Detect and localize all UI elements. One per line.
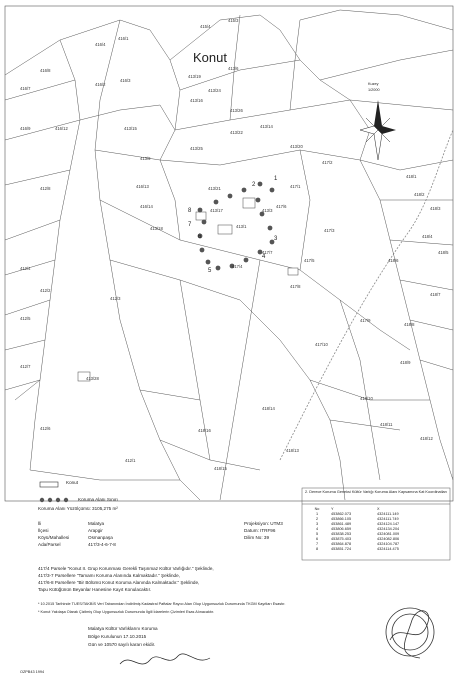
- parcel-label: 418/1: [406, 174, 417, 179]
- coords-cell: 453864.878: [331, 541, 352, 546]
- note-line-3: 417/6-8 Parsellere "Bir Bölümü Konut Koruma Alanında Kalmaktadır." Şeklinde,: [38, 580, 200, 585]
- parcel-label: 416/14: [140, 204, 153, 209]
- parcel-label: 412/6: [40, 426, 51, 431]
- parcel-label: 418/16: [198, 428, 211, 433]
- parcel-label: 412/2: [40, 288, 51, 293]
- parcel-label: 418/13: [286, 448, 299, 453]
- parcel-label: 413/26: [230, 108, 243, 113]
- footnote-2: * Konut Yakılaşa Olarak Çizilmiş Olup Uygunsuzluk Durumunda İlgili İdarelerin Çizimleri Esas Alınacaktır.: [38, 610, 215, 614]
- legend-konut-label: Konut: [66, 480, 79, 485]
- parcel-label: 416/4: [95, 42, 106, 47]
- coords-cell: 4324111.149: [377, 511, 399, 516]
- stamp-line-3: Gün ve 10570 sayılı kararı ekidir.: [88, 642, 156, 647]
- coords-cell: 8: [315, 546, 319, 551]
- parcel-label: 417/3: [324, 228, 335, 233]
- info-ada-val: 417/3-4-6-7-8: [88, 542, 116, 547]
- parcel-label: 416/13: [136, 184, 149, 189]
- boundary-point-label: 2: [252, 182, 256, 188]
- parcel-label: 416/8: [40, 68, 51, 73]
- coords-cell: 453851.724: [331, 546, 352, 551]
- coords-title: 2. Derece Koruma Geneksi Kültür Varlığı Koruma Alanı Kapsamına Kat Koordinatları: [305, 490, 447, 494]
- parcel-label: 413/22: [230, 130, 243, 135]
- boundary-point-label: 7: [188, 222, 192, 228]
- parcel-label: 418/10: [360, 396, 373, 401]
- coords-cell: 453806.659: [331, 526, 352, 531]
- parcel-label: 418/8: [404, 322, 415, 327]
- parcel-label: 418/6: [388, 258, 399, 263]
- boundary-point-label: 1: [274, 176, 278, 182]
- parcel-label: 412/1: [125, 458, 136, 463]
- coords-cell: 453861.489: [331, 521, 352, 526]
- info-il-key: İli: [38, 521, 42, 526]
- boundary-point-label: 4: [262, 254, 266, 260]
- parcel-label: 416/3: [120, 78, 131, 83]
- scale-label: 1/2000: [368, 88, 380, 92]
- info-koy-key: Köyü/Mahallesi: [38, 535, 70, 540]
- coords-cell: 6: [315, 536, 319, 541]
- stamp-line-2: Bölge Kurulunun 17.10.2015: [88, 634, 147, 639]
- parcel-label: 412/5: [20, 316, 31, 321]
- parcel-label: 417/7: [262, 250, 273, 255]
- parcel-label: 412/4: [20, 266, 31, 271]
- parcel-label: 413/24: [208, 88, 221, 93]
- coords-cell: 4324082.806: [377, 536, 400, 541]
- boundary-point-label: 6: [198, 234, 202, 240]
- coords-cell: 3: [315, 521, 319, 526]
- parcel-label: 413/15: [124, 126, 137, 131]
- coords-cell: 4324111.749: [377, 516, 399, 521]
- coords-cell: 4324124.147: [377, 521, 400, 526]
- parcel-label: 413/25: [190, 146, 203, 151]
- parcel-label: 417/8: [290, 284, 301, 289]
- coords-header-y: Y: [331, 506, 334, 511]
- info-il-val: Malatya: [88, 521, 105, 526]
- parcel-label: 417/2: [322, 160, 333, 165]
- parcel-label: 416/9: [20, 126, 31, 131]
- parcel-label: 412/7: [20, 364, 31, 369]
- parcel-label: 416/7: [20, 86, 31, 91]
- projection-line3: Dilim No: 39: [244, 535, 270, 540]
- legend-area-label: Koruma Alanı Yüzölçümü: 3105,275 m²: [38, 506, 118, 511]
- coords-cell: 453875.403: [331, 536, 352, 541]
- parcel-label: 417/9: [360, 318, 371, 323]
- coords-cell: 1: [315, 511, 319, 516]
- parcel-label: 418/9: [400, 360, 411, 365]
- coords-header-x: X: [377, 506, 380, 511]
- parcel-label: 418/15: [214, 466, 227, 471]
- info-koy-val: Osmanpaşa: [88, 535, 113, 540]
- coords-cell: 4324134.204: [377, 526, 400, 531]
- coords-row: [306, 546, 428, 551]
- footnote-1: * 10.2015 Tarihinde TUES/TAKBİS Veri Tabanından İndirilmiş Kadastral Paftalar Rayıcı Alan Olup Uygunsuzluk Durumunda TKGM Kayıtları Esastır.: [38, 602, 286, 606]
- legend-koruma-label: Koruma Alanı Sınırı: [78, 497, 118, 502]
- parcel-label: 413/19: [188, 74, 201, 79]
- signature: [120, 654, 210, 664]
- parcel-label: 413/18: [150, 226, 163, 231]
- parcel-label: 416/2: [95, 82, 106, 87]
- coords-cell: 453866.105: [331, 516, 352, 521]
- coords-cell: 453862.073: [331, 511, 352, 516]
- coords-cell: 4324104.787: [377, 541, 400, 546]
- coords-cell: 453838.253: [331, 531, 352, 536]
- parcel-label: 413/17: [210, 208, 223, 213]
- parcel-label: 412/3: [110, 296, 121, 301]
- map-title: Konut: [193, 50, 227, 65]
- parcel-label: 417/10: [315, 342, 328, 347]
- north-label: Kuzey: [368, 82, 379, 86]
- parcel-label: 415/4: [200, 24, 211, 29]
- coords-cell: 5: [315, 531, 319, 536]
- parcel-label: 418/4: [422, 234, 433, 239]
- parcel-label: 417/5: [304, 258, 315, 263]
- coords-table: [306, 506, 428, 551]
- legend-konut-swatch: [40, 482, 58, 487]
- parcel-label: 413/14: [260, 124, 273, 129]
- parcel-label: 413/21: [208, 186, 221, 191]
- coords-cell: 7: [315, 541, 319, 546]
- parcel-label: 418/7: [430, 292, 441, 297]
- parcel-label: 417/6: [276, 204, 287, 209]
- coords-cell: 2: [315, 516, 319, 521]
- parcel-label: 412/8: [40, 186, 51, 191]
- info-ilce-key: İlçesi: [38, 528, 49, 533]
- parcel-label: 416/12: [55, 126, 68, 131]
- info-ada-key: Ada/Parsel: [38, 542, 61, 547]
- parcel-label: 418/5: [438, 250, 449, 255]
- note-line-1: 417/4 Parsele "Konut II. Grup Korunması Gerekli Taşınmaz Kültür Varlığıdır." Şeklinde,: [38, 566, 214, 571]
- note-line-2: 417/3-7 Parsellere "Tamamı Koruma Alanında Kalmaktadır." Şeklinde,: [38, 573, 180, 578]
- parcel-label: 413/28: [86, 376, 99, 381]
- parcel-label: 418/14: [262, 406, 275, 411]
- note-line-4: Tapu Kütüğünün Beyanlar Hanesine Kayıt Konulacaktır.: [38, 587, 152, 592]
- parcel-label: 418/11: [380, 422, 393, 427]
- official-seal: [386, 608, 434, 658]
- parcel-label: 416/1: [118, 36, 129, 41]
- projection-line1: Projeksiyon: UTM3: [244, 521, 283, 526]
- boundary-point-label: 3: [274, 236, 278, 242]
- coords-cell: 4: [315, 526, 319, 531]
- boundary-point-label: 8: [188, 208, 192, 214]
- coords-cell: 4324081.009: [377, 531, 400, 536]
- coords-header-no: No: [314, 506, 320, 511]
- projection-line2: Datum: ITRF96: [244, 528, 276, 533]
- info-ilce-val: Arapgir: [88, 528, 103, 533]
- coords-cell: 4324114.475: [377, 546, 399, 551]
- boundary-point-label: 5: [208, 268, 212, 274]
- parcel-label: 413/9: [140, 156, 151, 161]
- stamp-line-1: Malatya Kültür Varlıklarını Koruma: [88, 626, 158, 631]
- parcel-label: 417/4: [232, 264, 243, 269]
- parcel-label: 413/6: [228, 66, 239, 71]
- parcel-label: 418/3: [430, 206, 441, 211]
- parcel-label: 418/12: [420, 436, 433, 441]
- parcel-label: 413/3: [262, 208, 273, 213]
- parcel-label: 418/2: [414, 192, 425, 197]
- parcel-label: 417/1: [290, 184, 301, 189]
- parcel-label: 415/3: [228, 18, 239, 23]
- parcel-label: 413/1: [236, 224, 247, 229]
- sheet-code: OZPB43 1994: [20, 670, 45, 674]
- parcel-label: 413/20: [290, 144, 303, 149]
- parcel-label: 413/16: [190, 98, 203, 103]
